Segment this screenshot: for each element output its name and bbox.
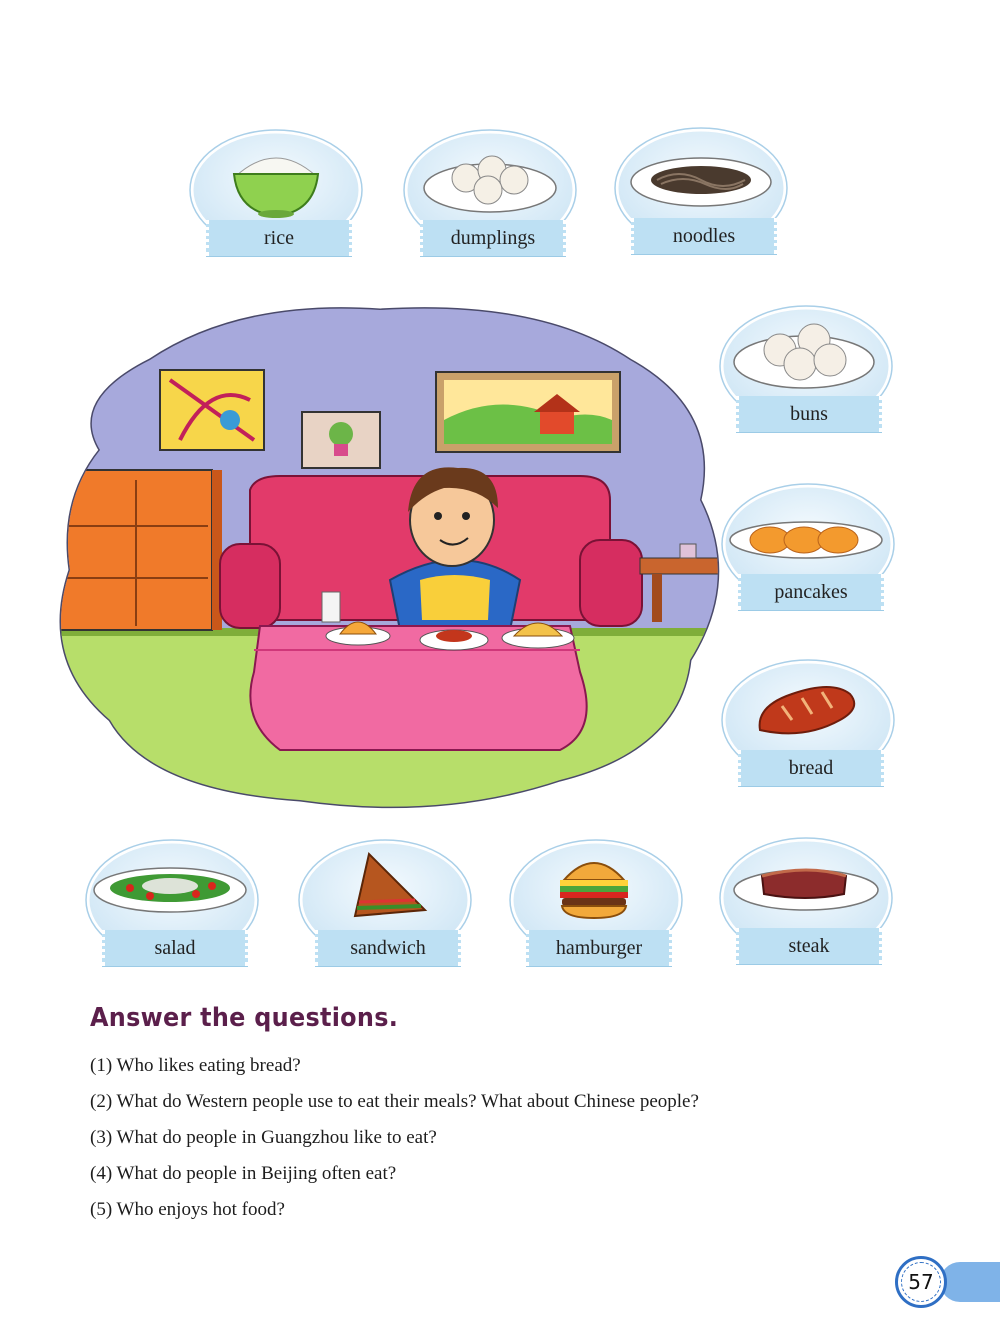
section-title: Answer the questions. [90,1003,399,1033]
food-card-pancakes [720,482,900,632]
salad-plate-icon [94,868,246,912]
noodles-plate-icon [631,158,771,206]
food-label-sandwich: sandwich [315,930,461,966]
dining-room-illustration [40,280,740,820]
food-label-pancakes: pancakes [738,574,884,610]
food-card-salad [84,838,264,988]
food-card-bread [720,658,900,808]
steak-plate-icon [734,870,878,910]
food-label-rice: rice [206,220,352,256]
food-card-rice [188,128,368,278]
question-item: (3) What do people in Guangzhou like to eat? [90,1127,437,1148]
food-card-dumplings [402,128,582,278]
glass-of-milk [322,592,340,622]
food-label-salad: salad [102,930,248,966]
food-label-hamburger: hamburger [526,930,672,966]
food-label-buns: buns [736,396,882,432]
food-card-sandwich [297,838,477,988]
pancakes-plate-icon [730,522,882,558]
food-card-noodles [613,126,793,276]
question-item: (4) What do people in Beijing often eat? [90,1163,397,1184]
food-label-noodles: noodles [631,218,777,254]
page-number: 57 [895,1256,947,1308]
question-list [90,1048,699,1228]
food-label-steak: steak [736,928,882,964]
food-card-steak [718,836,898,986]
food-card-hamburger [508,838,688,988]
food-card-buns [718,304,898,454]
question-item: (1) Who likes eating bread? [90,1055,301,1076]
mug [680,544,696,558]
question-item: (5) Who enjoys hot food? [90,1199,285,1220]
question-item: (2) What do Western people use to eat their meals? What about Chinese people? [90,1091,699,1112]
page-tab-decoration [940,1262,1000,1302]
food-label-bread: bread [738,750,884,786]
food-label-dumplings: dumplings [420,220,566,256]
